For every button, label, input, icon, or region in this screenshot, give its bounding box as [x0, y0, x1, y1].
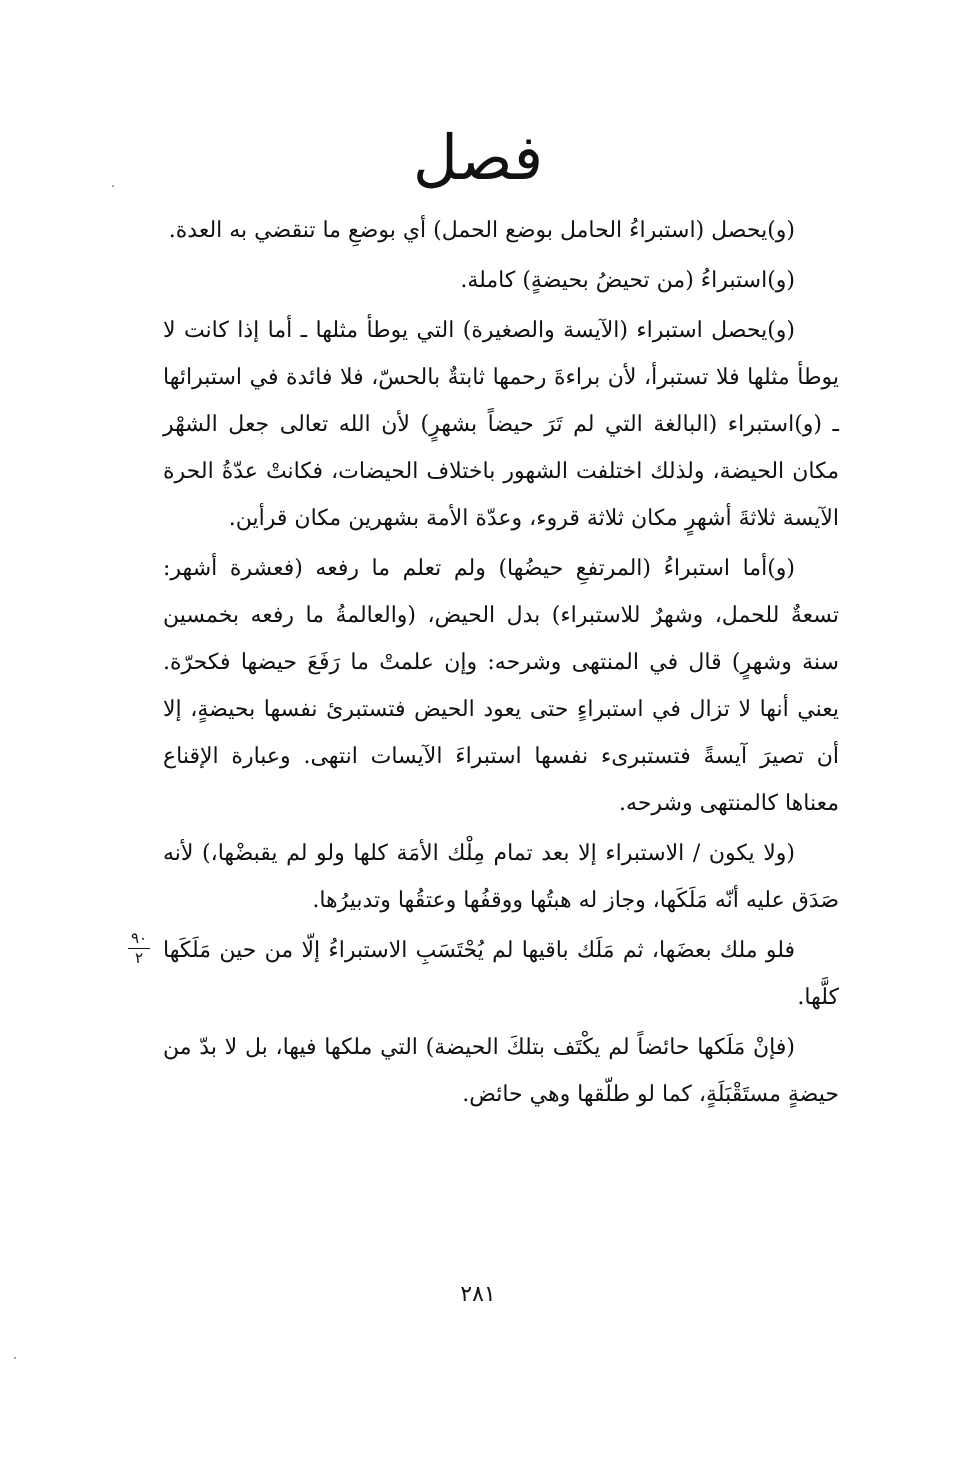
paragraph: (ولا يكون / الاستبراء إلا بعد تمام مِلْك الأمَة كلها ولو لم يقبضْها،) لأنه صَدَق عليه أنّه مَلَكَها، وجاز له هبتُها ووقفُها وعتقُها وتدبيرُها. — [163, 841, 839, 913]
page-number: ٢٨١ — [460, 1282, 496, 1307]
section-heading: فصل — [412, 121, 544, 194]
margin-folio-reference — [128, 930, 150, 967]
margin-ref-bottom: ٢ — [134, 949, 144, 967]
margin-ref-top: ٩٠ — [130, 929, 148, 947]
scan-speck — [14, 1357, 16, 1359]
body-text — [163, 207, 839, 1121]
paragraph: (و)استبراءُ (من تحيضُ بحيضةٍ) كاملة. — [460, 268, 795, 293]
paragraph: فلو ملك بعضَها، ثم مَلَك باقيها لم يُحْتَسَبِ الاستبراءُ إلّا من حين مَلَكَها كلَّها. — [163, 938, 839, 1010]
paragraph: (و)يحصل استبراء (الآيسة والصغيرة) التي يوطأ مثلها ـ أما إذا كانت لا يوطأ مثلها فلا تستبرأ، لأن براءةَ رحمها ثابتةٌ بالحسّ، فلا فائدة في استبرائها ـ (و)استبراء (البالغة التي لم تَرَ حيضاً بشهرٍ) لأن الله تعالى جعل الشهْر مكان الحيضة، ولذلك اختلفت الشهور باختلاف الحيضات، فكانتْ عدّةُ الحرة الآيسة ثلاثةَ أشهرٍ مكان ثلاثة قروء، وعدّة الأمة بشهرين مكان قرأين. — [163, 318, 839, 531]
scan-speck — [112, 185, 114, 187]
paragraph: (و)أما استبراءُ (المرتفعِ حيضُها) ولم تعلم ما رفعه (فعشرة أشهر: تسعةٌ للحمل، وشهرٌ للاستبراء) بدل الحيض، (والعالمةُ ما رفعه بخمسين سنة وشهرٍ) قال في المنتهى وشرحه: وإن علمتْ ما رَفَعَ حيضها فكحرّة. يعني أنها لا تزال في استبراءٍ حتى يعود الحيض فتستبرئ نفسها بحيضةٍ، إلا أن تصيرَ آيسةً فتستبرىء نفسها استبراءَ الآيسات انتهى. وعبارة الإقناع معناها كالمنتهى وشرحه. — [163, 556, 839, 816]
paragraph: (فإنْ مَلَكها حائضاً لم يكْتَف بتلكَ الحيضة) التي ملكها فيها، بل لا بدّ من حيضةٍ مستَقْبَلَةٍ، كما لو طلّقها وهي حائض. — [163, 1035, 839, 1107]
paragraph: (و)يحصل (استبراءُ الحامل بوضع الحمل) أي بوضعِ ما تنقضي به العدة. — [168, 218, 795, 243]
